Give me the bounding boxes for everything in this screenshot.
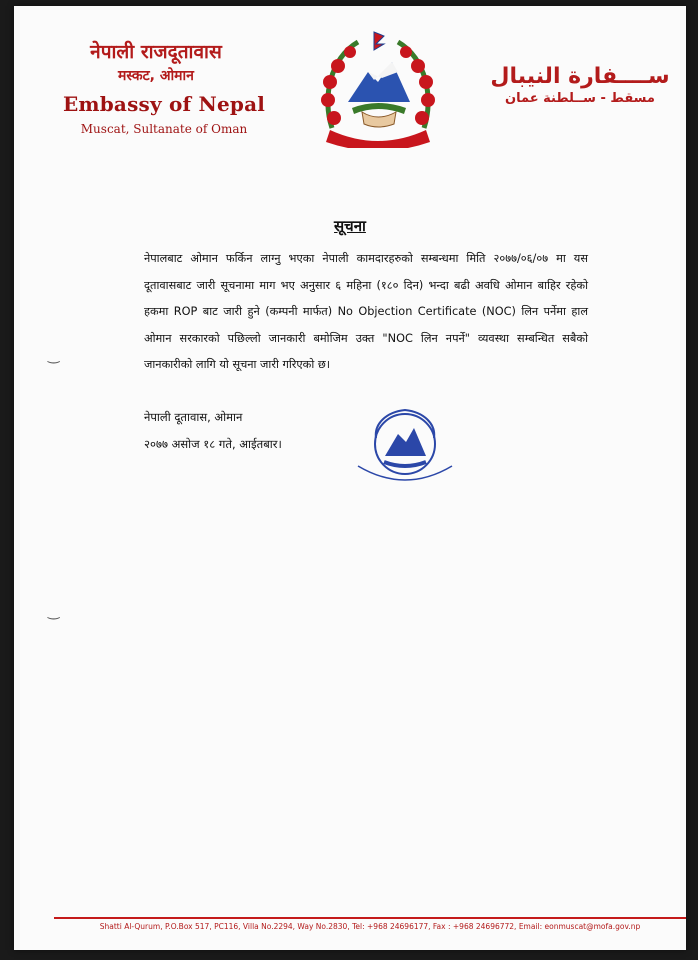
letter-sheet (14, 6, 686, 950)
english-title: Embassy of Nepal (62, 92, 266, 116)
letterhead-arabic (480, 64, 680, 106)
nepali-location: मस्कट, ओमान (118, 68, 194, 84)
footer-address: Shatti Al-Qurum, P.O.Box 517, PC116, Villa No.2294, Way No.2830, Tel: +968 24696177, Fax : +968 24696772, Email: eonmuscat@mofa.gov.np (99, 922, 641, 931)
signature-date: २०७७ असोज १८ गते, आईतबार। (144, 437, 282, 451)
scan-mark: ‿ (48, 348, 60, 364)
nepal-emblem-icon (312, 28, 444, 148)
letterhead-english (54, 92, 274, 136)
nepali-title: नेपाली राजदूतावास (90, 41, 222, 63)
signature-block (144, 404, 282, 458)
footer-divider (54, 917, 686, 919)
embassy-stamp-icon (350, 404, 460, 504)
signature-office: नेपाली दूतावास, ओमान (144, 410, 243, 424)
letterhead-nepali (66, 38, 246, 85)
notice-body: नेपालबाट ओमान फर्किन लाग्नु भएका नेपाली कामदारहरुको सम्बन्धमा मिति २०७७/०६/०७ मा यस दूतावासबाट जारी सूचनामा माग भए अनुसार ६ महिना (१८० दिन) भन्दा बढी अवधि ओमान बाहिर रहेको हकमा ROP बाट जारी हुने (कम्पनी मार्फत) No Objection Certificate (NOC) लिन पर्नेमा हाल ओमान सरकारको पछिल्लो जानकारी बमोजिम उक्त "NOC लिन नपर्ने" व्यवस्था सम्बन्धित सबैको जानकारीको लागि यो सूचना जारी गरिएको छ। (144, 252, 588, 372)
scan-mark: ‿ (48, 604, 60, 620)
notice-title: सूचना (334, 217, 366, 235)
arabic-location: مسقط - ســلطنة عمان (505, 91, 655, 106)
english-location: Muscat, Sultanate of Oman (80, 122, 248, 136)
arabic-title: ســــفارة النيبال (490, 64, 670, 89)
